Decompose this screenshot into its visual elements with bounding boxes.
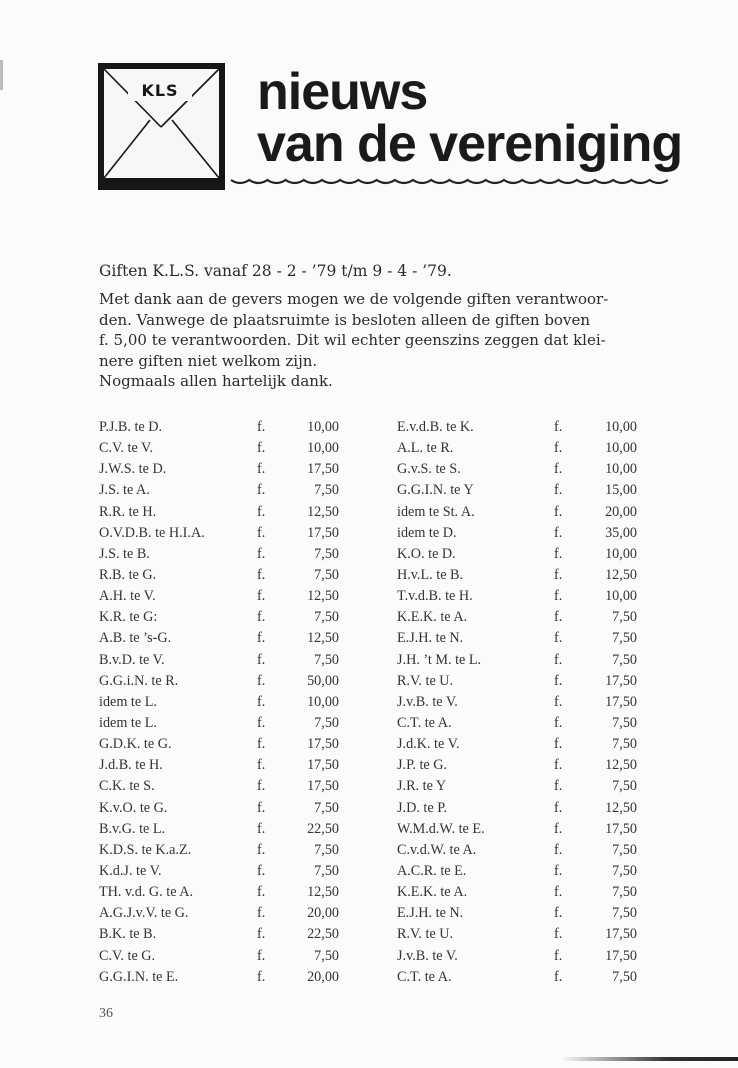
currency: f. [554,947,563,964]
title-line-2: van de vereniging [257,115,683,173]
donor-name: K.v.O. te G. [99,799,168,816]
donor-name: O.V.D.B. te H.I.A. [99,524,205,541]
amount: 17,50 [605,947,637,964]
currency: f. [554,651,563,668]
amount: 7,50 [314,566,339,583]
amount: 7,50 [612,862,637,879]
donor-name: E.J.H. te N. [397,905,464,922]
donor-name: E.v.d.B. te K. [397,419,474,435]
currency: f. [257,905,266,922]
amount: 10,00 [307,440,339,457]
amount: 7,50 [314,651,339,668]
currency: f. [257,503,266,520]
intro-line: nere giften niet welkom zijn. [99,351,318,370]
amount: 7,50 [314,545,339,562]
donor-name: R.V. te U. [397,672,454,689]
amount: 7,50 [612,714,637,731]
currency: f. [554,461,563,478]
currency: f. [554,778,563,795]
wavy-underline [229,176,687,188]
donor-name: J.D. te P. [397,799,448,816]
amount: 10,00 [605,461,637,478]
donor-name: G.G.I.N. te Y [397,482,474,499]
donor-name: J.W.S. te D. [99,461,167,478]
logo-text: KLS [141,81,179,100]
currency: f. [554,524,563,541]
amount: 22,50 [307,820,339,837]
donor-name: idem te L. [99,714,157,731]
donor-name: K.E.K. te A. [397,884,468,901]
page-edge-mark [0,60,3,90]
amount: 7,50 [612,841,637,858]
amount: 20,00 [307,968,339,985]
currency: f. [554,588,563,605]
amount: 22,50 [307,926,339,943]
amount: 17,50 [605,693,637,710]
amount: 7,50 [314,841,339,858]
amount: 35,00 [605,524,637,541]
amount: 10,00 [605,588,637,605]
amount: 10,00 [605,440,637,457]
currency: f. [257,524,266,541]
currency: f. [257,693,266,710]
amount: 17,50 [307,736,339,753]
donor-name: TH. v.d. G. te A. [99,884,194,901]
amount: 7,50 [314,947,339,964]
donor-name: A.C.R. te E. [397,862,467,879]
donor-name: K.D.S. te K.a.Z. [99,841,192,858]
currency: f. [554,799,563,816]
currency: f. [257,566,266,583]
amount: 10,00 [307,693,339,710]
donor-name: A.L. te R. [397,440,454,457]
currency: f. [257,862,266,879]
currency: f. [554,419,563,435]
donor-name: K.E.K. te A. [397,609,468,626]
currency: f. [257,968,266,985]
donor-name: J.d.K. te V. [397,736,460,753]
currency: f. [257,482,266,499]
donor-name: B.K. te B. [99,926,157,943]
donor-name: A.H. te V. [99,588,156,605]
donor-name: idem te St. A. [397,503,475,520]
amount: 7,50 [314,482,339,499]
currency: f. [554,566,563,583]
currency: f. [257,630,266,647]
amount: 15,00 [605,482,637,499]
currency: f. [257,820,266,837]
donor-name: C.V. te V. [99,440,154,457]
donor-name: C.K. te S. [99,778,155,795]
currency: f. [554,757,563,774]
amount: 7,50 [612,651,637,668]
amount: 12,50 [307,503,339,520]
amount: 12,50 [307,630,339,647]
currency: f. [257,461,266,478]
amount: 17,50 [605,926,637,943]
intro-line: Nogmaals allen hartelijk dank. [99,372,333,391]
amount: 17,50 [605,820,637,837]
donor-name: idem te D. [397,524,457,541]
currency: f. [257,799,266,816]
donor-name: G.G.I.N. te E. [99,968,179,985]
donor-name: A.B. te ’s-G. [99,630,172,647]
donor-name: H.v.L. te B. [397,566,464,583]
donor-name: J.S. te A. [99,482,150,499]
currency: f. [554,693,563,710]
currency: f. [257,609,266,626]
amount: 7,50 [612,630,637,647]
donor-name: C.V. te G. [99,947,156,964]
currency: f. [554,440,563,457]
currency: f. [554,503,563,520]
currency: f. [554,714,563,731]
donor-name: W.M.d.W. te E. [397,820,485,837]
amount: 12,50 [307,884,339,901]
title-line-1: nieuws [257,63,428,121]
donor-name: T.v.d.B. te H. [397,588,473,605]
donor-name: C.T. te A. [397,714,452,731]
donor-name: J.H. ’t M. te L. [397,651,482,668]
donor-name: A.G.J.v.V. te G. [99,905,189,922]
currency: f. [257,884,266,901]
donor-name: B.v.D. te V. [99,651,165,668]
amount: 17,50 [307,757,339,774]
donor-name: J.S. te B. [99,545,150,562]
currency: f. [257,588,266,605]
currency: f. [554,545,563,562]
amount: 20,00 [605,503,637,520]
amount: 7,50 [612,968,637,985]
bottom-rule [560,1057,738,1061]
kls-envelope-logo [98,63,225,190]
donor-name: R.B. te G. [99,566,157,583]
amount: 7,50 [314,609,339,626]
amount: 50,00 [307,672,339,689]
amount: 7,50 [314,714,339,731]
page-number: 36 [99,1006,113,1021]
amount: 7,50 [612,884,637,901]
donor-name: J.P. te G. [397,757,448,774]
amount: 12,50 [307,588,339,605]
amount: 7,50 [314,862,339,879]
currency: f. [554,672,563,689]
donor-name: E.J.H. te N. [397,630,464,647]
amount: 17,50 [307,524,339,541]
currency: f. [257,757,266,774]
donor-name: K.R. te G: [99,609,158,626]
donor-name: R.R. te H. [99,503,157,520]
donor-name: J.v.B. te V. [397,693,458,710]
amount: 10,00 [605,419,637,435]
page-title [257,63,683,173]
amount: 17,50 [307,778,339,795]
amount: 7,50 [612,905,637,922]
currency: f. [554,905,563,922]
donor-name: J.R. te Y [397,778,447,795]
amount: 20,00 [307,905,339,922]
currency: f. [257,419,266,435]
amount: 12,50 [605,566,637,583]
donor-name: K.d.J. te V. [99,862,162,879]
amount: 7,50 [612,736,637,753]
currency: f. [554,736,563,753]
currency: f. [257,736,266,753]
donor-name: C.v.d.W. te A. [397,841,477,858]
amount: 10,00 [307,419,339,435]
donor-name: C.T. te A. [397,968,452,985]
intro-heading: Giften K.L.S. vanaf 28 - 2 - ’79 t/m 9 - 4 - ’79. [99,262,452,280]
amount: 17,50 [605,672,637,689]
currency: f. [257,841,266,858]
currency: f. [257,672,266,689]
intro-line: Met dank aan de gevers mogen we de volgende giften verantwoor- [99,290,609,308]
currency: f. [257,545,266,562]
intro-section [99,262,679,392]
donor-name: idem te L. [99,693,157,710]
currency: f. [554,841,563,858]
currency: f. [554,968,563,985]
donor-name: G.G.i.N. te R. [99,672,179,689]
donor-name: J.d.B. te H. [99,757,163,774]
donor-name: G.D.K. te G. [99,736,172,753]
currency: f. [257,778,266,795]
donor-name: K.O. te D. [397,545,456,562]
currency: f. [257,440,266,457]
currency: f. [554,609,563,626]
amount: 17,50 [307,461,339,478]
currency: f. [257,926,266,943]
currency: f. [554,862,563,879]
donor-name: R.V. te U. [397,926,454,943]
currency: f. [554,884,563,901]
currency: f. [554,630,563,647]
currency: f. [257,714,266,731]
amount: 7,50 [612,609,637,626]
amount: 7,50 [612,778,637,795]
intro-line: f. 5,00 te verantwoorden. Dit wil echter geenszins zeggen dat klei- [99,331,606,350]
currency: f. [554,820,563,837]
donor-name: B.v.G. te L. [99,820,166,837]
amount: 12,50 [605,799,637,816]
currency: f. [257,947,266,964]
currency: f. [554,482,563,499]
intro-line: den. Vanwege de plaatsruimte is besloten alleen de giften boven [99,310,590,329]
amount: 10,00 [605,545,637,562]
amount: 12,50 [605,757,637,774]
donor-name: P.J.B. te D. [99,419,163,435]
donor-name: J.v.B. te V. [397,947,458,964]
donor-name: G.v.S. te S. [397,461,461,478]
currency: f. [554,926,563,943]
amount: 7,50 [314,799,339,816]
currency: f. [257,651,266,668]
